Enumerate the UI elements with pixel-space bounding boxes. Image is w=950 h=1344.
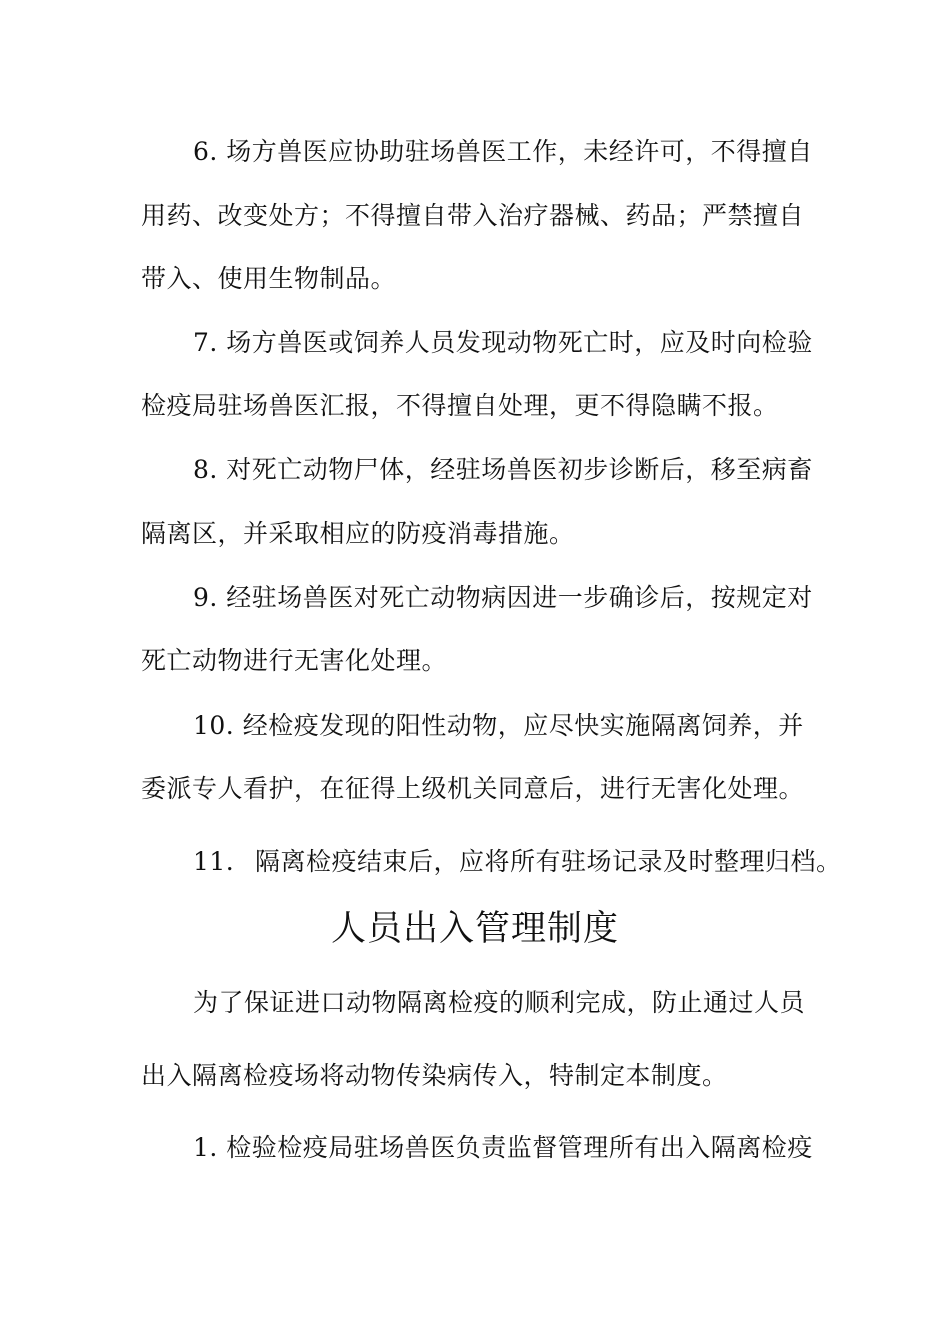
rule-1-line-1: 1. 检验检疫局驻场兽医负责监督管理所有出入隔离检疫 xyxy=(193,1133,813,1162)
item-10-line-1: 10. 经检疫发现的阳性动物，应尽快实施隔离饲养，并 xyxy=(193,711,804,740)
intro-line-1: 为了保证进口动物隔离检疫的顺利完成，防止通过人员 xyxy=(193,988,806,1017)
item-11-text: 隔离检疫结束后，应将所有驻场记录及时整理归档。 xyxy=(255,847,842,876)
item-8-line-1: 8. 对死亡动物尸体，经驻场兽医初步诊断后，移至病畜 xyxy=(193,455,813,484)
item-10-line-2: 委派专人看护，在征得上级机关同意后，进行无害化处理。 xyxy=(141,774,805,803)
item-9-line-2: 死亡动物进行无害化处理。 xyxy=(141,646,448,675)
intro-line-2: 出入隔离检疫场将动物传染病传入，特制定本制度。 xyxy=(141,1061,728,1090)
item-7-line-2: 检疫局驻场兽医汇报，不得擅自处理，更不得隐瞒不报。 xyxy=(141,391,779,420)
item-6-line-3: 带入、使用生物制品。 xyxy=(141,264,397,293)
item-6-line-1: 6. 场方兽医应协助驻场兽医工作，未经许可，不得擅自 xyxy=(193,137,813,166)
item-11-number: 11. xyxy=(193,847,235,876)
item-6-line-2: 用药、改变处方；不得擅自带入治疗器械、药品；严禁擅自 xyxy=(141,201,805,230)
item-9-line-1: 9. 经驻场兽医对死亡动物病因进一步确诊后，按规定对 xyxy=(193,583,813,612)
item-8-line-2: 隔离区，并采取相应的防疫消毒措施。 xyxy=(141,519,575,548)
section-title: 人员出入管理制度 xyxy=(330,909,619,949)
item-11-line-1 xyxy=(193,846,842,878)
item-7-line-1: 7. 场方兽医或饲养人员发现动物死亡时，应及时向检验 xyxy=(193,328,813,357)
